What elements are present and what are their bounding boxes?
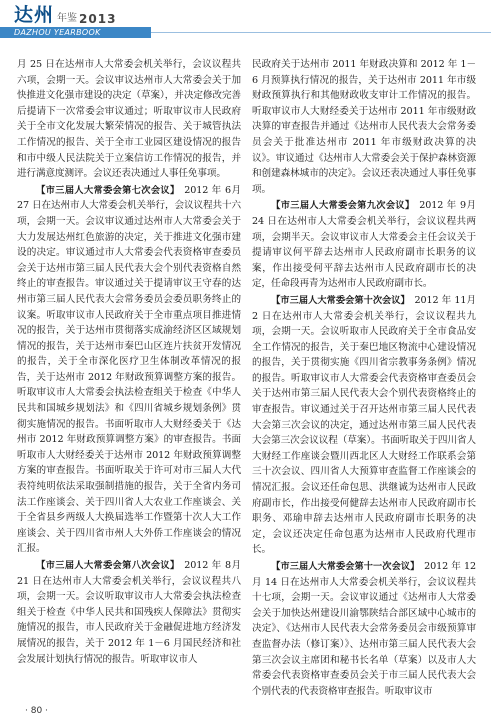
yearbook-brand bbox=[14, 4, 116, 26]
body-paragraph: 月 25 日在达州市人大常委会机关举行，会议议程共六项，会期一天。会议审议达州市人大常委会关于加快推进文化强市建设的决定（草案），并决定修改完善后提请下一次常委会审议通过；听取审议市人民政府关于全市文化发展大繁荣情况的报告、关于城管执法工作情况的报告、关于全市工业园区建设情况的报告和市中级人民法院关于立案信访工作情况的报告，并进行满意度测评。会议还表决通过人事任免事项。 bbox=[17, 59, 241, 180]
meeting-entry bbox=[252, 293, 476, 558]
page-header bbox=[0, 0, 491, 52]
meeting-entry bbox=[17, 558, 241, 667]
meeting-entry bbox=[17, 183, 241, 557]
meeting-body: 月 21 日在达州市人大常委会机关举行，会议议程共八项，会期一天。会议听取审议市人大常委会执法检查组关于检查《中华人民共和国残疾人保障法》贯彻实施情况的报告，市人民政府关于金融促进地方经济发展情况的报告，关于 2012 年 1－6 月国民经济和社会发展计划执行情况的报告。听取审议市人 bbox=[17, 560, 242, 665]
meeting-title: 【市三届人大常委会第七次会议】 bbox=[36, 184, 180, 196]
left-column bbox=[17, 57, 241, 667]
meeting-entry bbox=[252, 559, 476, 699]
meeting-date: 2012 年 11 bbox=[414, 294, 467, 306]
meeting-body: 月 27 日在达州市人大常委会机关举行，会议议程共十六项，会期一天。会议审议通过达州市人大常委会关于大力发展达州红色旅游的决定，关于推进文化强市建设的决定。审议通过市人大常委会代表资格审查委员会关于达州市第三届人民代表大会个别代表资格自然终止的审查报告。审议通过关于提请审议王守春的达州市第三届人民代表大会常务委员会委员职务终止的议案。听取审议市人民政府关于全市重点项目推进情况的报告，关于达州市贯彻落实成渝经济区区域规划情况的报告，关于达州市秦巴山区连片扶贫开发情况的报告，关于全市深化医疗卫生体制改革情况的报告，关于达州市 2012 年财政预算调整方案的报告。听取审议市人大常委会执法检查组关于检查《中华人民共和国城乡规划法》和《四川省城乡规划条例》贯彻实施情况的报告。书面听取市人大财经委关于《达州市 2012 年财政预算调整方案》的审查报告。书面听取市人大财经委关于达州市 2012 年财政预算调整方案的审查报告。书面听取关于许可对市三届人大代表符纯明依法采取强制措施的报告，关于全省内务司法工作座谈会、关于四川省人大农业工作座谈会、关于全省县乡两级人大换届选举工作暨第十次人大工作座谈会、关于四川省市州人大外侨工作座谈会的情况汇报。 bbox=[17, 184, 242, 555]
page-number: · 80 · bbox=[25, 706, 48, 716]
header-rule bbox=[151, 32, 491, 33]
brand-subtitle: DAZHOU YEARBOOK bbox=[14, 28, 101, 37]
meeting-date: 2012 年 6 bbox=[184, 184, 232, 196]
brand-yearbook: 年鉴 bbox=[57, 13, 78, 24]
meeting-title: 【市三届人大常委会第九次会议】 bbox=[271, 200, 415, 212]
meeting-date: 2012 年 9 bbox=[419, 200, 467, 212]
meeting-entry bbox=[252, 198, 476, 292]
meeting-title: 【市三届人大常委会第十次会议】 bbox=[271, 294, 410, 306]
meeting-date: 2012 年 8 bbox=[184, 560, 232, 571]
meeting-date: 2012 年 12 bbox=[424, 561, 476, 572]
meeting-title: 【市三届人大常委会第八次会议】 bbox=[36, 560, 180, 571]
meeting-body: 月 14 日在达州市人大常委会机关举行，会议议程共十七项，会期一天。会议审议通过《达州市人大常委会关于加快达州建设川渝鄂陕结合部区域中心城市的决定》、《达州市人民代表大会常务委员会市级预算审查监督办法（修订案）》、达州市第三届人民代表大会第三次会议主席团和秘书长名单（草案）以及市人大常委会代表资格审查委员会关于市三届人民代表大会个别代表的代表资格审查报告。听取审议市 bbox=[252, 576, 476, 697]
right-column bbox=[252, 57, 476, 699]
brand-year: 2013 bbox=[79, 12, 117, 26]
meeting-body: 月 24 日在达州市人大常委会机关举行，会议议程共两项，会期半天。会议审议市人大常委会主任会议关于提请审议何平辞去达州市人民政府副市长职务的议案，作出接受何平辞去达州市人民政府副市长的决定，任命段再青为达州市人民政府副市长。 bbox=[252, 200, 477, 290]
meeting-title: 【市三届人大常委会第十一次会议】 bbox=[271, 561, 420, 572]
body-paragraph: 民政府关于达州市 2011 年财政决算和 2012 年 1－6 月预算执行情况的报告，关于达州市 2011 年市级财政预算执行和其他财政收支审计工作情况的报告。听取审议市人大财经委关于达州市 2011 年市级财政决算的审查报告并通过《达州市人民代表大会常务委员会关于批准达州市 2011 年市级财政决算的决议》。审议通过《达州市人大常委会关于保护森林资源和创建森林城市的决定》。会议还表决通过人事任免事项。 bbox=[252, 59, 476, 195]
meeting-body: 月 2 日在达州市人大常委会机关举行，会议议程共九项，会期一天。会议听取市人民政府关于全市食品安全工作情况的报告，关于秦巴地区物流中心建设情况的报告，关于贯彻实施《四川省宗教事务条例》情况的报告。听取审议市人大常委会代表资格审查委员会关于达州市第三届人民代表大会个别代表资格终止的审查报告。审议通过关于召开达州市第三届人民代表大会第三次会议的决定，通过达州市第三届人民代表大会第三次会议议程（草案）。书面听取关于四川省人大财经工作座谈会暨川西北区人大财经工作联系会第三十次会议、四川省人大预算审查监督工作座谈会的情况汇报。会议还任命包思、洪继诚为达州市人民政府副市长，作出接受何健辞去达州市人民政府副市长职务、邓瑜申辞去达州市人民政府副市长职务的决定，会议还决定任命包惠为达州市人民政府代理市长。 bbox=[252, 294, 477, 556]
brand-city: 达州 bbox=[14, 4, 55, 26]
